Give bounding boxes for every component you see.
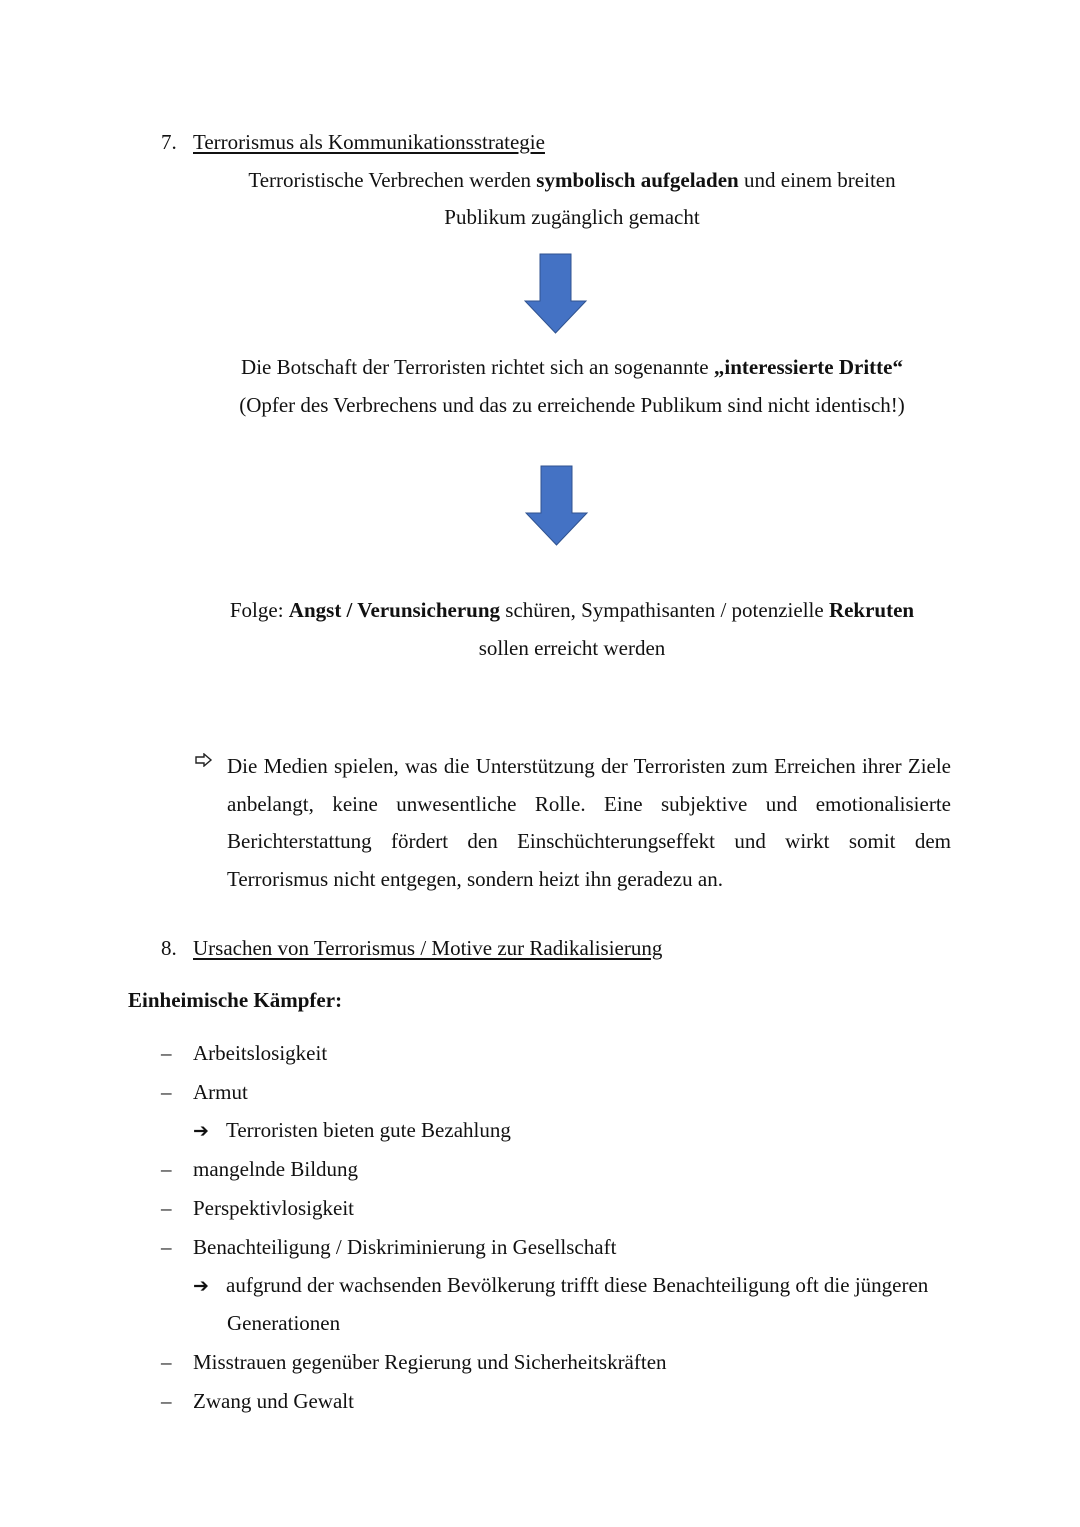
p2-text-a: Die Botschaft der Terroristen richtet sich an sogenannte bbox=[241, 355, 714, 379]
p2-bold: „interessierte Dritte“ bbox=[713, 355, 903, 379]
sub-note-text: aufgrund der wachsenden Bevölkerung trifft diese Benachteiligung oft die jüngeren bbox=[226, 1273, 929, 1297]
right-arrow-icon: ➔ bbox=[193, 1275, 209, 1297]
section-7-number: 7. bbox=[161, 130, 177, 154]
p3-bold-fear: Angst / Verunsicherung bbox=[288, 598, 501, 622]
list-dash: – bbox=[161, 1235, 172, 1259]
paragraph-message bbox=[0, 355, 1080, 380]
paragraph-symbolic-line2: Publikum zugänglich gemacht bbox=[444, 205, 700, 229]
list-dash: – bbox=[161, 1157, 172, 1181]
p3-bold-recruits: Rekruten bbox=[828, 598, 915, 622]
sub-note bbox=[193, 1273, 928, 1298]
list-dash: – bbox=[161, 1196, 172, 1220]
section-8-heading: Ursachen von Terrorismus / Motive zur Radikalisierung bbox=[193, 936, 663, 960]
sub-note-continuation: Generationen bbox=[227, 1311, 341, 1335]
paragraph-symbolic bbox=[0, 168, 1080, 193]
sub-note-text: Terroristen bieten gute Bezahlung bbox=[226, 1118, 511, 1142]
list-dash: – bbox=[161, 1041, 172, 1065]
hollow-arrow-icon bbox=[195, 753, 213, 767]
down-arrow-icon bbox=[524, 253, 588, 335]
list-item: mangelnde Bildung bbox=[193, 1157, 359, 1181]
list-item: Benachteiligung / Diskriminierung in Gesellschaft bbox=[193, 1235, 617, 1259]
sub-note bbox=[193, 1118, 511, 1143]
p1-text-a: Terroristische Verbrechen werden bbox=[248, 168, 537, 192]
p3-text-a: Folge: bbox=[229, 598, 289, 622]
media-note: Die Medien spielen, was die Unterstützung der Terroristen zum Erreichen ihrer Ziele anbelangt, keine unwesentliche Rolle. Eine subjektive und emotionalisierte Berichterstattung fördert den Einschüchterungseffekt und wirkt somit dem Terrorismus nicht entgegen, sondern heizt ihn geradezu an. bbox=[227, 754, 951, 892]
list-dash: – bbox=[161, 1350, 172, 1374]
down-arrow-icon bbox=[525, 465, 589, 547]
p1-bold: symbolisch aufgeladen bbox=[536, 168, 739, 192]
right-arrow-icon: ➔ bbox=[193, 1120, 209, 1142]
section-8-number: 8. bbox=[161, 936, 177, 960]
subheading-domestic-fighters: Einheimische Kämpfer: bbox=[128, 988, 343, 1012]
paragraph-consequence-line2: sollen erreicht werden bbox=[478, 636, 666, 660]
list-item: Perspektivlosigkeit bbox=[193, 1196, 354, 1220]
list-item: Arbeitslosigkeit bbox=[193, 1041, 328, 1065]
list-item: Armut bbox=[193, 1080, 248, 1104]
list-dash: – bbox=[161, 1080, 172, 1104]
list-item: Misstrauen gegenüber Regierung und Sicherheitskräften bbox=[193, 1350, 667, 1374]
list-item: Zwang und Gewalt bbox=[193, 1389, 354, 1413]
p1-text-c: und einem breiten bbox=[738, 168, 896, 192]
p3-text-c: schüren, Sympathisanten / potenzielle bbox=[500, 598, 829, 622]
paragraph-message-line2: (Opfer des Verbrechens und das zu erreichende Publikum sind nicht identisch!) bbox=[239, 393, 905, 417]
list-dash: – bbox=[161, 1389, 172, 1413]
section-7-heading: Terrorismus als Kommunikationsstrategie bbox=[193, 130, 545, 154]
paragraph-consequence bbox=[0, 598, 1080, 623]
